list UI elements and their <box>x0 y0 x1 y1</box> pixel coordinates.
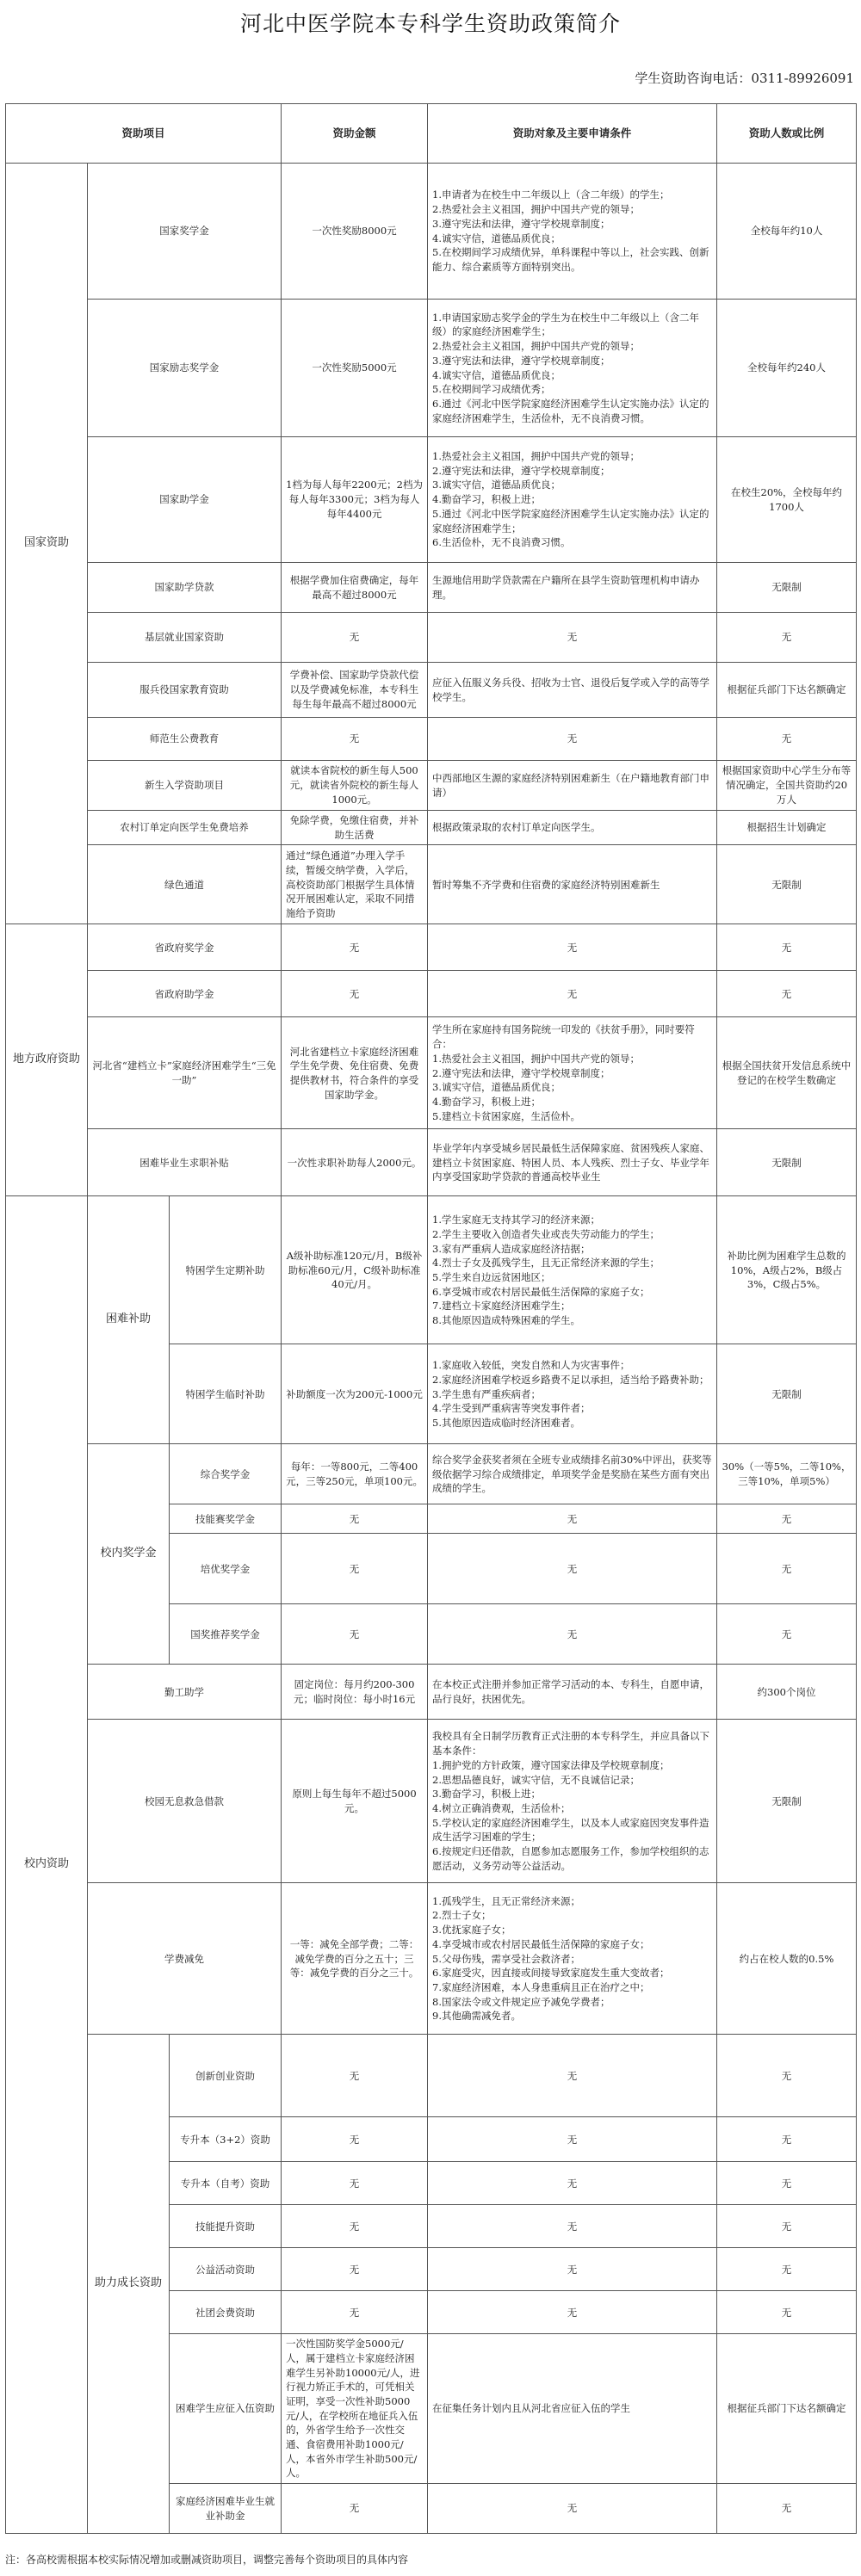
condition-item: 4.诚实守信，道德品质优良； <box>432 368 561 381</box>
item-amount: 通过“绿色通道”办理入学手续，暂缓交纳学费，入学后，高校资助部门根据学生具体情况开展困难认定，采取不同措施给予资助 <box>282 845 428 924</box>
condition-list <box>432 1894 712 2023</box>
condition-item: 无 <box>567 941 578 954</box>
condition-item: 4.享受城市或农村居民最低生活保障的家庭子女； <box>432 1937 650 1950</box>
condition-list <box>432 2177 712 2191</box>
item-ratio: 根据征兵部门下达名额确定 <box>717 2334 857 2484</box>
table-row <box>6 1665 857 1720</box>
item-amount: 无 <box>282 1534 428 1604</box>
condition-item: 5.在校期间学习成绩优异，单科课程中等以上，社会实践、创新能力、综合素质等方面特别突出。 <box>432 246 709 273</box>
item-ratio: 无限制 <box>717 845 857 924</box>
item-name: 国奖推荐奖学金 <box>170 1604 282 1665</box>
condition-item: 1.学生家庭无支持其学习的经济来源； <box>432 1214 601 1226</box>
table-row <box>6 613 857 663</box>
condition-item: 毕业学年内享受城乡居民最低生活保障家庭、贫困残疾人家庭、建档立卡贫困家庭、特困人员、本人残疾、烈士子女、毕业学年内享受国家助学贷款的普通高校毕业生 <box>432 1141 710 1183</box>
condition-item: 无 <box>567 631 578 644</box>
condition-item: 4.勤奋学习，积极上进； <box>432 493 542 506</box>
condition-list <box>432 732 712 746</box>
table-row <box>6 924 857 971</box>
condition-item: 学生所在家庭持有国务院统一印发的《扶贫手册》，同时要符合： <box>432 1023 695 1051</box>
table-row <box>6 971 857 1017</box>
item-name: 培优奖学金 <box>170 1534 282 1604</box>
item-name: 社团会费资助 <box>170 2291 282 2334</box>
item-amount: 免除学费，免缴住宿费，并补助生活费 <box>282 811 428 845</box>
item-conditions <box>428 2205 717 2248</box>
header-amount: 资助金额 <box>282 104 428 164</box>
condition-item: 3.诚实守信，道德品质优良； <box>432 479 561 491</box>
condition-item: 2.思想品德良好，诚实守信，无不良诚信记录； <box>432 1773 641 1786</box>
item-conditions <box>428 1720 717 1883</box>
item-amount: 根据学费加住宿费确定，每年最高不超过8000元 <box>282 563 428 613</box>
item-conditions <box>428 1534 717 1604</box>
item-amount: 无 <box>282 2248 428 2291</box>
condition-item: 5.学生来自边远贫困地区； <box>432 1270 551 1283</box>
category-national: 国家资助 <box>6 164 88 924</box>
condition-list <box>432 1562 712 1577</box>
condition-item: 中西部地区生源的家庭经济特别困难新生（在户籍地教育部门申请） <box>432 771 710 799</box>
condition-item: 4.烈士子女及孤残学生，且无正常经济来源的学生； <box>432 1257 660 1269</box>
item-ratio: 无 <box>717 2205 857 2248</box>
condition-item: 4.勤奋学习，积极上进； <box>432 1095 542 1108</box>
item-amount: 1档为每人每年2200元；2档为每人每年3300元；3档为每人每年4400元 <box>282 437 428 563</box>
item-name: 服兵役国家教育资助 <box>88 663 282 718</box>
item-amount: 无 <box>282 2291 428 2334</box>
condition-list <box>432 987 712 1002</box>
item-name: 专升本（3+2）资助 <box>170 2117 282 2162</box>
table-row <box>6 1444 857 1504</box>
table-row <box>6 663 857 718</box>
item-conditions <box>428 761 717 811</box>
item-conditions <box>428 2248 717 2291</box>
item-amount: 学费补偿、国家助学贷款代偿以及学费减免标准，本专科生每生每年最高不超过8000元 <box>282 663 428 718</box>
table-row <box>6 300 857 437</box>
item-conditions <box>428 971 717 1017</box>
condition-list <box>432 2306 712 2320</box>
condition-item: 1.热爱社会主义祖国，拥护中国共产党的领导； <box>432 1052 641 1065</box>
item-conditions <box>428 1444 717 1504</box>
table-row <box>6 1720 857 1883</box>
condition-item: 无 <box>567 1628 578 1640</box>
consultation-hotline: 学生资助咨询电话：0311-89926091 <box>635 71 854 86</box>
condition-item: 3.诚实守信，道德品质优良； <box>432 1081 561 1094</box>
item-conditions <box>428 2162 717 2205</box>
condition-item: 3.家有严重病人造成家庭经济拮据； <box>432 1242 591 1255</box>
condition-item: 我校具有全日制学历教育正式注册的本专科学生，并应具备以下基本条件： <box>432 1730 710 1757</box>
condition-list <box>432 1512 712 1527</box>
item-amount: 无 <box>282 2162 428 2205</box>
condition-item: 应征入伍服义务兵役、招收为士官、退役后复学或入学的高等学校学生。 <box>432 676 710 703</box>
condition-item: 1.拥护党的方针政策，遵守国家法律及学校规章制度； <box>432 1758 670 1771</box>
condition-item: 3.优抚家庭子女； <box>432 1924 511 1937</box>
condition-list <box>432 1729 712 1873</box>
condition-item: 在征集任务计划内且从河北省应征入伍的学生 <box>432 2402 631 2415</box>
table-row <box>6 761 857 811</box>
item-amount: 河北省建档立卡家庭经济困难学生免学费、免住宿费、免费提供教材书，符合条件的享受国家助学金。 <box>282 1017 428 1129</box>
item-conditions <box>428 613 717 663</box>
header-project: 资助项目 <box>6 104 282 164</box>
condition-list <box>432 1628 712 1642</box>
item-name: 河北省“建档立卡”家庭经济困难学生“三免一助” <box>88 1017 282 1129</box>
item-ratio: 无 <box>717 2484 857 2534</box>
condition-item: 5.父母伤残，需享受社会救济者； <box>432 1952 581 1965</box>
item-amount: 一等：减免全部学费；二等：减免学费的百分之五十；三等：减免学费的百分之三十。 <box>282 1883 428 2035</box>
condition-item: 2.热爱社会主义祖国，拥护中国共产党的领导； <box>432 203 641 216</box>
item-name: 国家励志奖学金 <box>88 300 282 437</box>
item-amount: 无 <box>282 924 428 971</box>
condition-item: 5.通过《河北中医学院家庭经济困难学生认定实施办法》认定的家庭经济困难学生； <box>432 507 709 534</box>
condition-list <box>432 820 712 835</box>
item-amount: 就读本省院校的新生每人500元，就读省外院校的新生每人1000元。 <box>282 761 428 811</box>
item-ratio: 约300个岗位 <box>717 1665 857 1720</box>
item-amount: 无 <box>282 971 428 1017</box>
item-conditions <box>428 1196 717 1344</box>
item-ratio: 无限制 <box>717 1720 857 1883</box>
item-name: 困难毕业生求职补贴 <box>88 1129 282 1196</box>
condition-list <box>432 311 712 425</box>
item-conditions <box>428 2035 717 2117</box>
condition-item: 3.遵守宪法和法律，遵守学校规章制度； <box>432 354 610 367</box>
item-name: 技能赛奖学金 <box>170 1504 282 1534</box>
header-conditions: 资助对象及主要申请条件 <box>428 104 717 164</box>
item-ratio: 根据全国扶贫开发信息系统中登记的在校学生数确定 <box>717 1017 857 1129</box>
condition-list <box>432 2220 712 2234</box>
item-ratio: 无 <box>717 2291 857 2334</box>
table-row <box>6 563 857 613</box>
item-amount: 每年：一等800元，二等400元，三等250元，单项100元。 <box>282 1444 428 1504</box>
item-ratio: 无 <box>717 971 857 1017</box>
item-ratio: 补助比例为困难学生总数的10%，A级占2%，B级占3%，C级占5%。 <box>717 1196 857 1344</box>
item-amount: 无 <box>282 1604 428 1665</box>
condition-item: 3.遵守宪法和法律，遵守学校规章制度； <box>432 217 610 230</box>
condition-item: 6.家庭受灾，因直接或间接导致家庭发生重大变故者； <box>432 1967 670 1980</box>
item-name: 校园无息救急借款 <box>88 1720 282 1883</box>
item-name: 基层就业国家资助 <box>88 613 282 663</box>
table-row <box>6 437 857 563</box>
item-conditions <box>428 2334 717 2484</box>
item-conditions <box>428 1344 717 1444</box>
item-name: 省政府助学金 <box>88 971 282 1017</box>
policy-table-wrapper <box>5 103 856 2534</box>
condition-list <box>432 449 712 550</box>
item-conditions <box>428 164 717 300</box>
condition-item: 9.其他确需减免者。 <box>432 2010 522 2023</box>
item-amount: 一次性求职补助每人2000元。 <box>282 1129 428 1196</box>
item-amount: 补助额度一次为200元-1000元 <box>282 1344 428 1444</box>
item-ratio: 全校每年约240人 <box>717 300 857 437</box>
condition-item: 无 <box>567 2502 578 2515</box>
item-ratio: 无 <box>717 2248 857 2291</box>
item-conditions <box>428 1604 717 1665</box>
condition-item: 7.家庭经济困难，本人身患重病且正在治疗之中； <box>432 1980 650 1993</box>
item-name: 技能提升资助 <box>170 2205 282 2248</box>
item-amount: 无 <box>282 2205 428 2248</box>
condition-item: 1.申请者为在校生中二年级以上（含二年级）的学生； <box>432 188 670 201</box>
condition-item: 5.在校期间学习成绩优秀； <box>432 383 551 396</box>
item-amount: 无 <box>282 613 428 663</box>
table-row <box>6 164 857 300</box>
item-ratio: 无 <box>717 718 857 761</box>
condition-item: 8.其他原因造成特殊困难的学生。 <box>432 1313 581 1326</box>
condition-list <box>432 630 712 645</box>
condition-item: 5.学校认定的家庭经济困难学生，以及本人或家庭因突发事件造成生活学习困难的学生； <box>432 1816 709 1844</box>
item-conditions <box>428 718 717 761</box>
item-conditions <box>428 663 717 718</box>
item-ratio: 无 <box>717 1604 857 1665</box>
table-row <box>6 1883 857 2035</box>
table-row <box>6 1196 857 1344</box>
condition-list <box>432 1213 712 1327</box>
item-amount: 无 <box>282 718 428 761</box>
condition-list <box>432 941 712 955</box>
condition-item: 无 <box>567 732 578 745</box>
category-school: 校内资助 <box>6 1196 88 2534</box>
condition-item: 6.享受城市或农村居民最低生活保障的家庭子女； <box>432 1285 650 1298</box>
item-amount: 无 <box>282 2117 428 2162</box>
condition-item: 无 <box>567 1562 578 1575</box>
table-row <box>6 718 857 761</box>
condition-item: 2.遵守宪法和法律，遵守学校规章制度； <box>432 1066 610 1079</box>
condition-item: 6.生活俭朴，无不良消费习惯。 <box>432 536 571 549</box>
condition-list <box>432 2133 712 2147</box>
item-name: 专升本（自考）资助 <box>170 2162 282 2205</box>
condition-item: 3.学生患有严重疾病者； <box>432 1387 542 1400</box>
condition-item: 无 <box>567 2306 578 2319</box>
condition-list <box>432 1141 712 1184</box>
condition-list <box>432 676 712 704</box>
item-ratio: 在校生20%，全校每年约1700人 <box>717 437 857 563</box>
condition-item: 5.其他原因造成临时经济困难者。 <box>432 1416 581 1429</box>
condition-list <box>432 2069 712 2084</box>
item-name: 国家助学贷款 <box>88 563 282 613</box>
item-conditions <box>428 924 717 971</box>
item-name: 家庭经济困难毕业生就业补助金 <box>170 2484 282 2534</box>
condition-item: 1.申请国家励志奖学金的学生为在校生中二年级以上（含二年级）的家庭经济困难学生； <box>432 311 700 338</box>
item-ratio: 约占在校人数的0.5% <box>717 1883 857 2035</box>
footnote: 注：各高校需根据本校实际情况增加或删减资助项目，调整完善每个资助项目的具体内容 <box>5 2554 409 2566</box>
condition-item: 1.孤残学生，且无正常经济来源； <box>432 1894 581 1907</box>
item-amount: A级补助标准120元/月，B级补助标准60元/月，C级补助标准40元/月。 <box>282 1196 428 1344</box>
condition-item: 8.国家法令或文件规定应予减免学费者； <box>432 1995 610 2008</box>
condition-item: 无 <box>567 2133 578 2146</box>
condition-list <box>432 573 712 602</box>
condition-item: 无 <box>567 1512 578 1525</box>
condition-item: 根据政策录取的农村订单定向医学生。 <box>432 821 601 834</box>
item-conditions <box>428 1883 717 2035</box>
condition-item: 5.建档立卡贫困家庭，生活俭朴。 <box>432 1109 581 1122</box>
item-name: 农村订单定向医学生免费培养 <box>88 811 282 845</box>
condition-item: 3.勤奋学习，积极上进； <box>432 1788 542 1801</box>
table-header-row <box>6 104 857 164</box>
table-row <box>6 2035 857 2117</box>
item-amount: 一次性奖励5000元 <box>282 300 428 437</box>
item-ratio: 无 <box>717 924 857 971</box>
item-amount: 一次性国防奖学金5000元/人，属于建档立卡家庭经济困难学生另补助10000元/人，进行视力矫正手术的，可凭相关证明，享受一次性补助5000元/人，在学校所在地征兵入伍的，外省学生给予一次性交通、食宿费用补助1000元/人，本省外市学生补助500元/人。 <box>282 2334 428 2484</box>
condition-list <box>432 2501 712 2516</box>
item-ratio: 30%（一等5%，二等10%，三等10%，单项5%） <box>717 1444 857 1504</box>
condition-item: 无 <box>567 2069 578 2082</box>
item-name: 绿色通道 <box>88 845 282 924</box>
condition-list <box>432 1358 712 1430</box>
item-ratio: 根据征兵部门下达名额确定 <box>717 663 857 718</box>
item-conditions <box>428 1129 717 1196</box>
table-row <box>6 1129 857 1196</box>
item-conditions <box>428 2117 717 2162</box>
policy-table <box>5 103 857 2534</box>
condition-list <box>432 188 712 274</box>
page-title: 河北中医学院本专科学生资助政策简介 <box>239 11 621 36</box>
condition-item: 2.遵守宪法和法律，遵守学校规章制度； <box>432 464 610 477</box>
condition-item: 暂时筹集不齐学费和住宿费的家庭经济特别困难新生 <box>432 878 660 891</box>
item-amount: 无 <box>282 1504 428 1534</box>
table-body <box>6 164 857 2534</box>
subcategory-growth: 助力成长资助 <box>88 2035 170 2534</box>
condition-list <box>432 878 712 893</box>
item-amount: 固定岗位：每月约200-300元；临时岗位：每小时16元 <box>282 1665 428 1720</box>
condition-list <box>432 1453 712 1496</box>
item-name: 公益活动资助 <box>170 2248 282 2291</box>
condition-item: 无 <box>567 2263 578 2276</box>
item-conditions <box>428 845 717 924</box>
condition-item: 4.诚实守信，道德品质优良； <box>432 232 561 244</box>
condition-item: 无 <box>567 2177 578 2190</box>
item-name: 创新创业资助 <box>170 2035 282 2117</box>
item-ratio: 无限制 <box>717 563 857 613</box>
item-conditions <box>428 811 717 845</box>
item-conditions <box>428 437 717 563</box>
condition-item: 4.学生受到严重病害等突发事件者； <box>432 1402 591 1415</box>
item-ratio: 根据招生计划确定 <box>717 811 857 845</box>
item-name: 综合奖学金 <box>170 1444 282 1504</box>
item-name: 学费减免 <box>88 1883 282 2035</box>
item-name: 困难学生应征入伍资助 <box>170 2334 282 2484</box>
table-row <box>6 1017 857 1129</box>
condition-item: 1.家庭收入较低，突发自然和人为灾害事件； <box>432 1359 630 1372</box>
item-ratio: 无 <box>717 1504 857 1534</box>
item-conditions <box>428 1665 717 1720</box>
item-name: 特困学生定期补助 <box>170 1196 282 1344</box>
condition-item: 4.树立正确消费观，生活俭朴； <box>432 1801 571 1814</box>
item-name: 新生入学资助项目 <box>88 761 282 811</box>
item-conditions <box>428 1504 717 1534</box>
item-name: 师范生公费教育 <box>88 718 282 761</box>
condition-list <box>432 771 712 800</box>
condition-item: 综合奖学金获奖者须在全班专业成绩排名前30%中评出，获奖等级依据学习综合成绩排定，单项奖学金是奖励在某些方面有突出成绩的学生。 <box>432 1453 712 1495</box>
item-ratio: 无 <box>717 613 857 663</box>
item-conditions <box>428 2484 717 2534</box>
condition-item: 在本校正式注册并参加正常学习活动的本、专科生，自愿申请，品行良好，扶困优先。 <box>432 1678 710 1705</box>
item-ratio: 无 <box>717 2035 857 2117</box>
item-name: 国家助学金 <box>88 437 282 563</box>
item-conditions <box>428 300 717 437</box>
item-conditions <box>428 1017 717 1129</box>
subcategory-hardship: 困难补助 <box>88 1196 170 1444</box>
category-local: 地方政府资助 <box>6 924 88 1196</box>
condition-list <box>432 1022 712 1123</box>
condition-item: 2.家庭经济困难学校返乡路费不足以承担，适当给予路费补助； <box>432 1373 709 1386</box>
condition-item: 1.热爱社会主义祖国，拥护中国共产党的领导； <box>432 450 641 463</box>
item-ratio: 无限制 <box>717 1344 857 1444</box>
item-amount: 原则上每生每年不超过5000元。 <box>282 1720 428 1883</box>
header-ratio: 资助人数或比例 <box>717 104 857 164</box>
subcategory-scholarship: 校内奖学金 <box>88 1444 170 1665</box>
table-row <box>6 811 857 845</box>
item-ratio: 无限制 <box>717 1129 857 1196</box>
condition-item: 6.通过《河北中医学院家庭经济困难学生认定实施办法》认定的家庭经济困难学生，生活俭朴，无不良消费习惯。 <box>432 397 709 424</box>
condition-item: 生源地信用助学贷款需在户籍所在县学生资助管理机构申请办理。 <box>432 573 700 601</box>
condition-item: 无 <box>567 2220 578 2233</box>
item-ratio: 无 <box>717 2117 857 2162</box>
item-amount: 一次性奖励8000元 <box>282 164 428 300</box>
item-ratio: 无 <box>717 2162 857 2205</box>
condition-item: 2.热爱社会主义祖国，拥护中国共产党的领导； <box>432 340 641 353</box>
item-ratio: 全校每年约10人 <box>717 164 857 300</box>
condition-item: 7.建档立卡家庭经济困难学生； <box>432 1300 571 1313</box>
condition-list <box>432 1677 712 1706</box>
item-name: 勤工助学 <box>88 1665 282 1720</box>
item-amount: 无 <box>282 2035 428 2117</box>
table-row <box>6 845 857 924</box>
condition-list <box>432 2263 712 2277</box>
item-conditions <box>428 563 717 613</box>
condition-item: 2.学生主要收入创造者失业或丧失劳动能力的学生； <box>432 1227 660 1240</box>
item-ratio: 无 <box>717 1534 857 1604</box>
condition-list <box>432 2401 712 2416</box>
item-name: 国家奖学金 <box>88 164 282 300</box>
item-name: 省政府奖学金 <box>88 924 282 971</box>
item-amount: 无 <box>282 2484 428 2534</box>
item-ratio: 根据国家资助中心学生分布等情况确定，全国共资助约20万人 <box>717 761 857 811</box>
item-conditions <box>428 2291 717 2334</box>
item-name: 特困学生临时补助 <box>170 1344 282 1444</box>
condition-item: 2.烈士子女； <box>432 1909 492 1922</box>
condition-item: 无 <box>567 987 578 1000</box>
condition-item: 6.按规定归还借款，自愿参加志愿服务工作，参加学校组织的志愿活动，义务劳动等公益活动。 <box>432 1844 709 1872</box>
